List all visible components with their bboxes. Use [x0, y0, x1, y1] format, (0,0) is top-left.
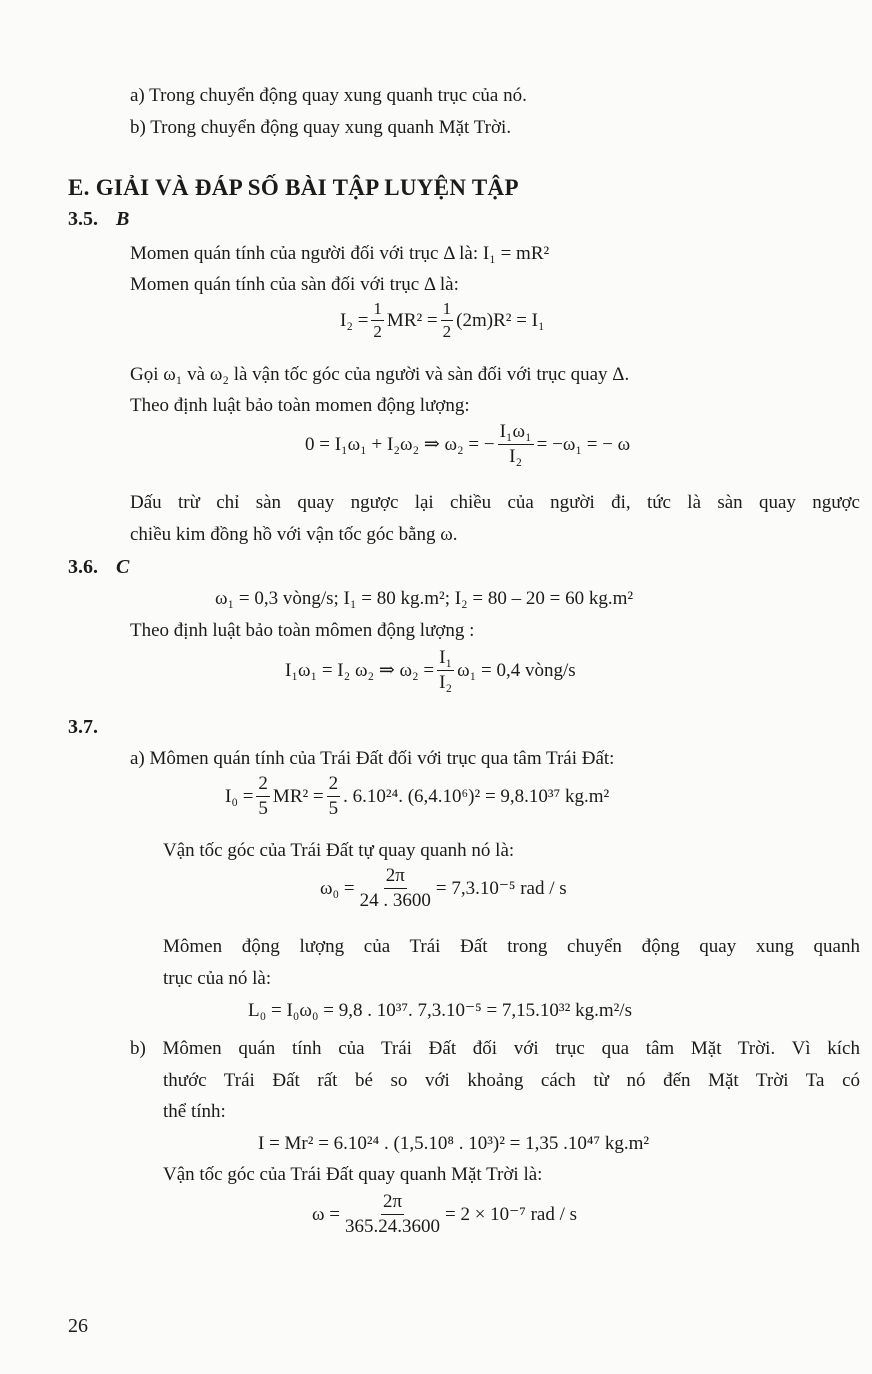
numerator: 2 — [256, 774, 270, 797]
fraction — [371, 300, 384, 341]
numerator: 1 — [371, 300, 384, 321]
denominator: 365.24.3600 — [344, 1215, 440, 1237]
eq-lhs: I₁ω₁ = I₂ ω₂ ⇒ ω₂ = — [285, 659, 435, 681]
eq-mid: MR² = — [386, 309, 438, 331]
fraction — [441, 300, 454, 341]
denominator: 24 . 3600 — [359, 889, 431, 911]
p35-line-1: Momen quán tính của người đối với trục Δ là: I₁ = mR² — [130, 243, 550, 264]
fraction — [498, 422, 534, 467]
fraction — [437, 648, 454, 693]
p35-line-3: Gọi ω₁ và ω₂ là vận tốc góc của người và sàn đối với trục quay Δ. — [130, 364, 630, 385]
p36-line-1: Theo định luật bảo toàn mômen động lượng : — [130, 620, 475, 641]
denominator: I₂ — [509, 445, 523, 467]
p37-equation-i0 — [225, 774, 609, 819]
denominator: 2 — [442, 321, 452, 341]
fraction — [343, 1192, 442, 1237]
p37-a-line-4: trục của nó là: — [163, 968, 272, 989]
denominator: 5 — [258, 797, 268, 819]
p36-equation-2 — [285, 648, 576, 693]
p37-b-line-3: thể tính: — [163, 1101, 226, 1122]
eq-lhs: I₂ = — [340, 309, 369, 331]
eq-lhs: 0 = I₁ω₁ + I₂ω₂ ⇒ ω₂ = − — [305, 433, 495, 455]
fraction — [256, 774, 270, 819]
numerator: 2π — [384, 866, 407, 889]
problem-3-6-header — [68, 556, 129, 579]
numerator: 2 — [327, 774, 341, 797]
answer-letter: B — [116, 208, 130, 230]
eq-rhs: = 2 × 10⁻⁷ rad / s — [444, 1203, 578, 1225]
p35-line-5: Dấu trừ chỉ sàn quay ngược lại chiều của người đi, tức là sàn quay ngược — [130, 492, 860, 513]
numerator: I₁ω₁ — [498, 422, 534, 445]
problem-number: 3.6. — [68, 556, 98, 578]
numerator: 2π — [381, 1192, 404, 1215]
section-title: E. GIẢI VÀ ĐÁP SỐ BÀI TẬP LUYỆN TẬP — [68, 175, 519, 200]
intro-item-b: b) Trong chuyển động quay xung quanh Mặt Trời. — [130, 117, 512, 138]
eq-rhs: . 6.10²⁴. (6,4.10⁶)² = 9,8.10³⁷ kg.m² — [343, 785, 610, 807]
eq-lhs: ω = — [312, 1203, 340, 1225]
p37-equation-w0 — [320, 866, 567, 911]
fraction — [327, 774, 341, 819]
p37-a-line-3: Mômen động lượng của Trái Đất trong chuyển động quay xung quanh — [163, 936, 860, 957]
p37-b-line-4: Vận tốc góc của Trái Đất quay quanh Mặt Trời là: — [163, 1164, 543, 1185]
p36-equation-1: ω₁ = 0,3 vòng/s; I₁ = 80 kg.m²; I₂ = 80 – 20 = 60 kg.m² — [215, 588, 634, 609]
p37-b-line-1: b) Mômen quán tính của Trái Đất đối với trục qua tâm Mặt Trời. Vì kích — [130, 1038, 860, 1059]
eq-rhs: = −ω₁ = − ω — [536, 433, 631, 455]
p37-a-line-2: Vận tốc góc của Trái Đất tự quay quanh nó là: — [163, 840, 515, 861]
eq-rhs: (2m)R² = I₁ — [456, 309, 545, 331]
p35-line-4: Theo định luật bảo toàn momen động lượng: — [130, 395, 470, 416]
problem-number: 3.5. — [68, 208, 98, 230]
denominator: 5 — [328, 797, 339, 819]
p37-a-line-1: a) Mômen quán tính của Trái Đất đối với trục qua tâm Trái Đất: — [130, 748, 615, 769]
intro-item-a: a) Trong chuyển động quay xung quanh trục của nó. — [130, 85, 527, 106]
p35-equation-1 — [340, 300, 545, 341]
numerator: I₁ — [437, 648, 454, 671]
p37-equation-i: I = Mr² = 6.10²⁴ . (1,5.10⁸ . 10³)² = 1,35 .10⁴⁷ kg.m² — [258, 1133, 650, 1154]
answer-letter: C — [116, 556, 130, 578]
eq-lhs: I₀ = — [225, 785, 254, 807]
denominator: 2 — [373, 321, 382, 341]
p37-equation-w — [312, 1192, 577, 1237]
denominator: I₂ — [439, 671, 453, 693]
problem-3-7-header: 3.7. — [68, 716, 98, 738]
p37-equation-l0: L₀ = I₀ω₀ = 9,8 . 10³⁷. 7,3.10⁻⁵ = 7,15.10³² kg.m²/s — [248, 1000, 632, 1021]
eq-rhs: ω₁ = 0,4 vòng/s — [457, 659, 576, 681]
eq-mid: MR² = — [272, 785, 324, 807]
numerator: 1 — [441, 300, 454, 321]
eq-rhs: = 7,3.10⁻⁵ rad / s — [435, 877, 567, 899]
problem-3-5-header — [68, 208, 129, 231]
p35-line-6: chiều kim đồng hồ với vận tốc góc bằng ω. — [130, 524, 458, 545]
eq-lhs: ω₀ = — [320, 877, 355, 899]
p35-equation-2 — [305, 422, 630, 467]
p37-b-line-2: thước Trái Đất rất bé so với khoảng cách từ nó đến Mặt Trời Ta có — [163, 1070, 860, 1091]
fraction — [358, 866, 433, 911]
p35-line-2: Momen quán tính của sàn đối với trục Δ là: — [130, 274, 459, 295]
page-number: 26 — [68, 1315, 88, 1337]
